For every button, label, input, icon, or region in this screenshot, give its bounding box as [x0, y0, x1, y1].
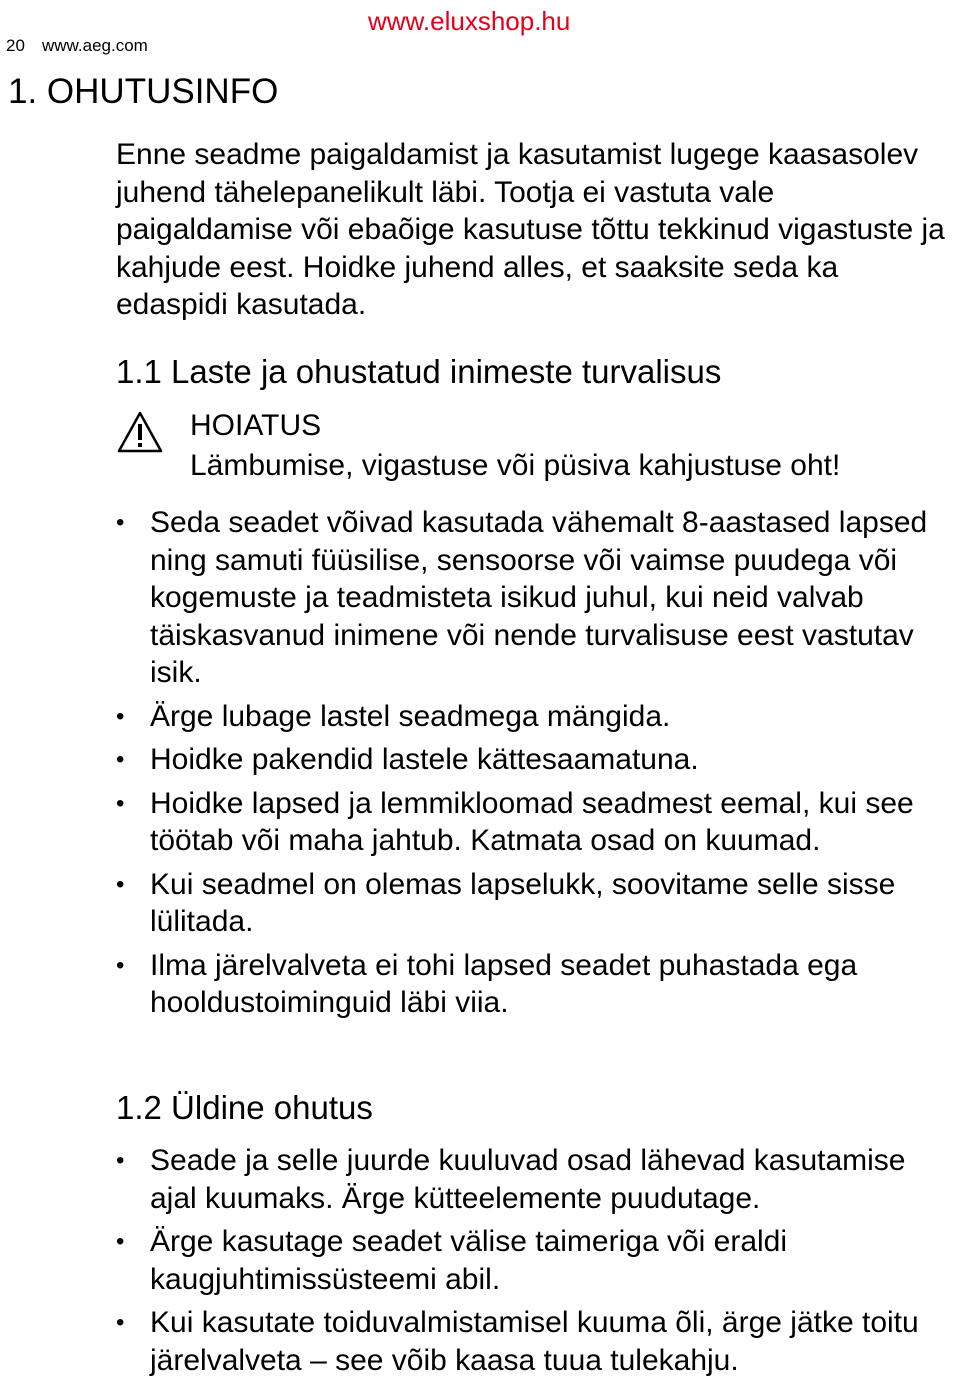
- intro-paragraph: Enne seadme paigaldamist ja kasutamist lugege kaasasolev juhend tähelepanelikult läbi. Tootja ei vastuta vale paigaldamise või ebaõige kasutuse tõttu tekkinud vigastuste ja kahjude eest. Hoidke juhend alles, et saaksite seda ka edaspidi kasutada.: [116, 138, 945, 321]
- subheading-number: 1.2: [116, 1089, 162, 1126]
- warning-title: HOIATUS: [190, 409, 322, 442]
- list-item: • Ilma järelvalveta ei tohi lapsed seadet puhastada ega hooldustoiminguid läbi viia.: [116, 947, 956, 1022]
- warning-box: [116, 406, 946, 486]
- list-item: • Hoidke pakendid lastele kättesaamatuna.: [116, 741, 956, 779]
- list-item: • Seda seadet võivad kasutada vähemalt 8-aastased lapsed ning samuti füüsilise, sensoorse või vaimse puudega või kogemuste ja teadmisteta isikud juhul, kui neid valvab täiskasvanud inimene või nende turvalisuse eest vastutav isik.: [116, 504, 956, 692]
- subheading-child-safety: [116, 352, 721, 392]
- list-item: • Kui seadmel on olemas lapselukk, soovitame selle sisse lülitada.: [116, 866, 956, 941]
- subheading-number: 1.1: [116, 353, 162, 390]
- page-number: 20: [6, 36, 25, 55]
- list-item: • Hoidke lapsed ja lemmikloomad seadmest eemal, kui see töötab või maha jahtub. Katmata osad on kuumad.: [116, 785, 956, 860]
- subheading-text: Üldine ohutus: [171, 1089, 373, 1126]
- child-safety-list: [116, 504, 956, 1028]
- subheading-general-safety: [116, 1088, 373, 1128]
- list-item: • Ärge lubage lastel seadmega mängida.: [116, 698, 956, 736]
- site-url: www.aeg.com: [42, 36, 148, 55]
- list-item: • Ärge kasutage seadet välise taimeriga või eraldi kaugjuhtimissüsteemi abil.: [116, 1223, 956, 1298]
- watermark-url: www.eluxshop.hu: [368, 6, 571, 36]
- section-title: 1. OHUTUSINFO: [8, 72, 279, 111]
- list-item: • Seade ja selle juurde kuuluvad osad lähevad kasutamise ajal kuumaks. Ärge kütteelemente puudutage.: [116, 1142, 956, 1217]
- general-safety-list: [116, 1142, 956, 1385]
- subheading-text: Laste ja ohustatud inimeste turvalisus: [171, 353, 722, 390]
- warning-triangle-icon: [116, 410, 164, 454]
- warning-text: Lämbumise, vigastuse või püsiva kahjustuse oht!: [190, 449, 841, 482]
- list-item: • Kui kasutate toiduvalmistamisel kuuma õli, ärge jätke toitu järelvalveta – see võib kaasa tuua tulekahju.: [116, 1304, 956, 1379]
